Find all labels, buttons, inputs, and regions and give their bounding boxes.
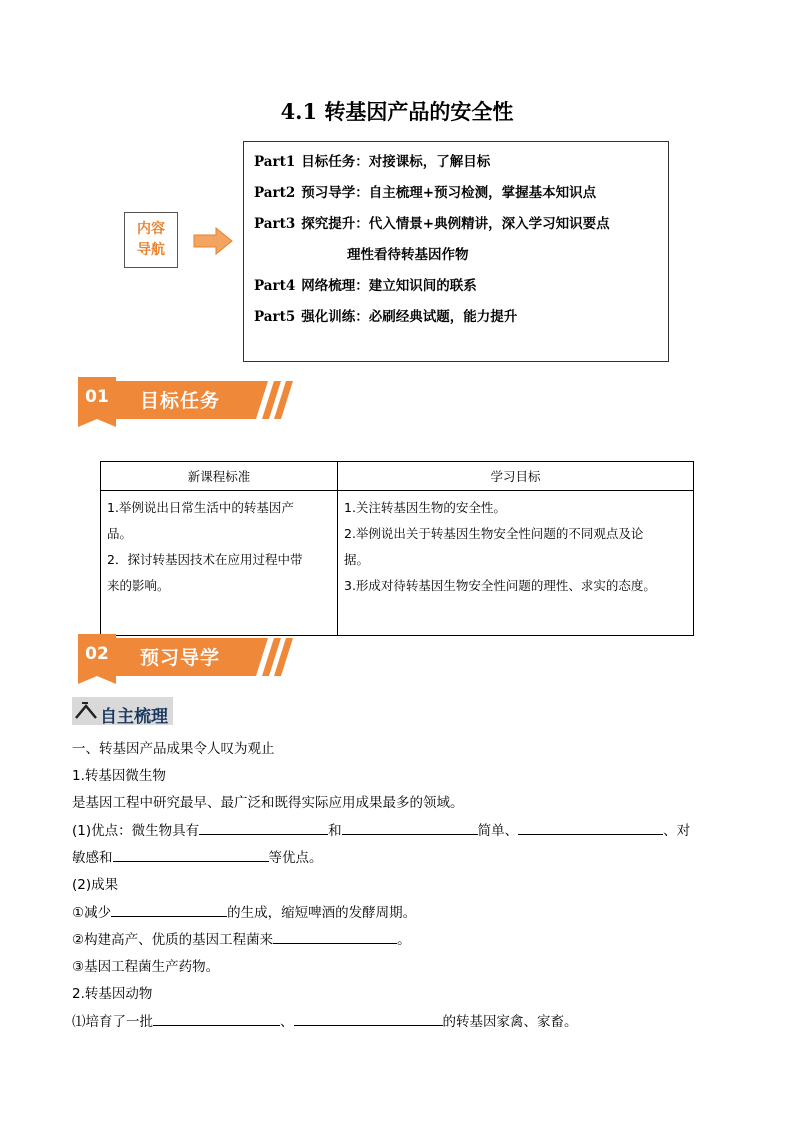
- heading-1-1: 1.转基因微生物: [72, 768, 166, 784]
- sub-heading-label: 自主梳理: [100, 707, 168, 727]
- nav-label-line2: 导航: [137, 242, 165, 258]
- nav-item-part3-cont: 理性看待转基因作物: [347, 247, 469, 263]
- nav-box: [243, 141, 669, 362]
- animals-line: ⑴培育了一批 、 的转基因家禽、家畜。: [72, 1010, 578, 1030]
- result-2: ②构建高产、优质的基因工程菌来 。: [72, 928, 411, 948]
- blank[interactable]: [199, 820, 328, 835]
- table-header-standard: 新课程标准: [101, 462, 338, 491]
- nav-item-part2: Part2 预习导学：自主梳理+预习检测，掌握基本知识点: [254, 185, 597, 201]
- results-heading: (2)成果: [72, 877, 119, 893]
- pencil-icon: [74, 700, 98, 722]
- section-number: 02: [85, 644, 109, 664]
- nav-label-line1: 内容: [137, 221, 165, 237]
- blank[interactable]: [342, 820, 478, 835]
- section-number: 01: [85, 387, 109, 407]
- standards-cell: 1.举例说出日常生活中的转基因产 品。 2．探讨转基因技术在应用过程中带 来的影响。: [101, 491, 338, 636]
- section-title: 目标任务: [140, 390, 221, 412]
- objectives-table: [100, 461, 694, 636]
- result-1: ①减少 的生成，缩短啤酒的发酵周期。: [72, 901, 416, 921]
- result-3: ③基因工程菌生产药物。: [72, 959, 220, 975]
- blank[interactable]: [153, 1011, 280, 1026]
- advantages-line: (1)优点：微生物具有 和 简单、 、对: [72, 819, 690, 839]
- heading-1-2: 2.转基因动物: [72, 986, 153, 1002]
- section-banner-01: [78, 377, 298, 429]
- blank[interactable]: [273, 929, 397, 944]
- blank[interactable]: [113, 847, 269, 862]
- nav-item-part3: Part3 探究提升：代入情景+典例精讲，深入学习知识要点: [254, 216, 610, 232]
- heading-1: 一、转基因产品成果令人叹为观止: [72, 741, 275, 757]
- nav-item-part1: Part1 目标任务：对接课标，了解目标: [254, 154, 491, 170]
- nav-item-part5: Part5 强化训练：必刷经典试题，能力提升: [254, 309, 518, 325]
- advantages-line-2: 敏感和 等优点。: [72, 846, 323, 866]
- section-banner-02: [78, 634, 298, 686]
- table-header-goals: 学习目标: [338, 462, 694, 491]
- paragraph: 是基因工程中研究最早、最广泛和既得实际应用成果最多的领域。: [72, 795, 464, 811]
- page-title: 4.1 转基因产品的安全性: [280, 99, 514, 124]
- goals-cell: 1.关注转基因生物的安全性。 2.举例说出关于转基因生物安全性问题的不同观点及论 据。 3.形成对待转基因生物安全性问题的理性、求实的态度。: [338, 491, 694, 636]
- blank[interactable]: [518, 820, 663, 835]
- arrow-right-icon: [192, 226, 234, 256]
- blank[interactable]: [111, 902, 227, 917]
- nav-item-part4: Part4 网络梳理：建立知识间的联系: [254, 278, 477, 294]
- nav-label: [124, 212, 178, 268]
- section-title: 预习导学: [140, 647, 221, 669]
- blank[interactable]: [294, 1011, 443, 1026]
